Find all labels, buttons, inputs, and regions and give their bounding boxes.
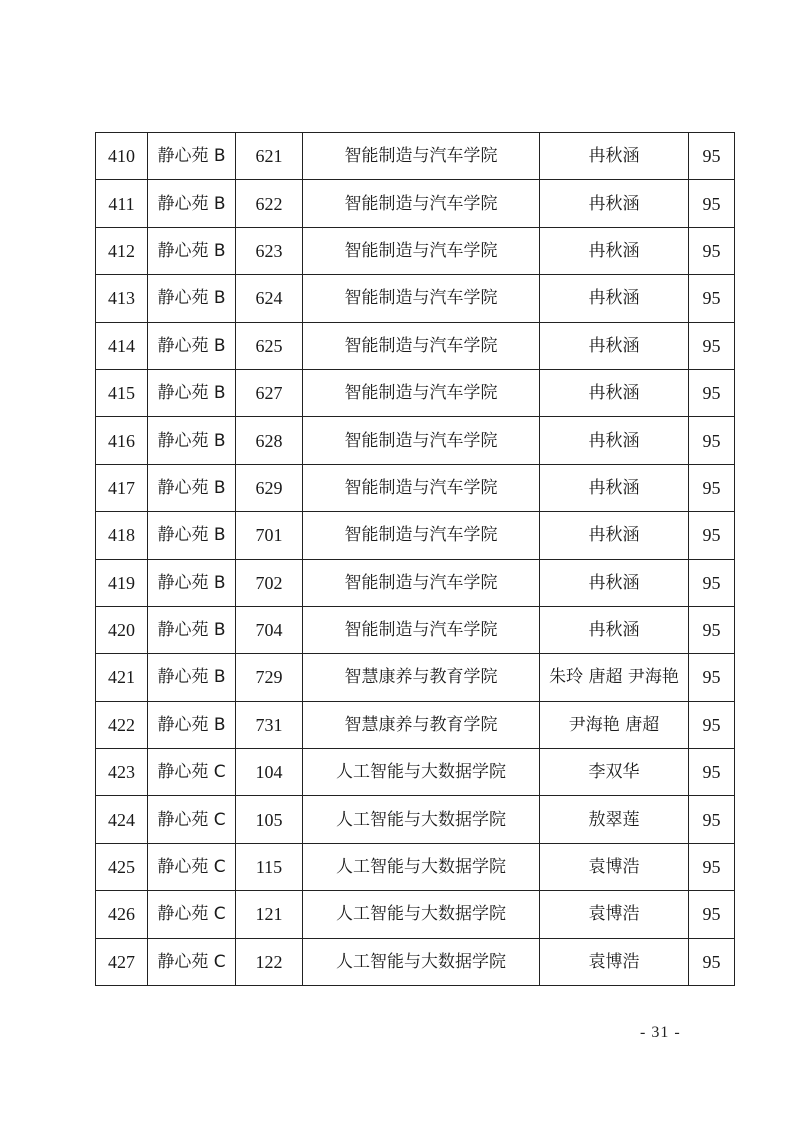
cell-building: 静心苑 B [148, 512, 236, 559]
cell-building: 静心苑 B [148, 275, 236, 322]
cell-college: 人工智能与大数据学院 [303, 749, 540, 796]
cell-college: 智慧康养与教育学院 [303, 654, 540, 701]
cell-college: 智能制造与汽车学院 [303, 559, 540, 606]
cell-room-number: 627 [236, 369, 303, 416]
table-row [96, 227, 735, 274]
cell-counselor: 袁博浩 [540, 843, 689, 890]
table-row [96, 275, 735, 322]
cell-building: 静心苑 B [148, 654, 236, 701]
table-row [96, 464, 735, 511]
cell-serial-number: 414 [96, 322, 148, 369]
cell-building: 静心苑 C [148, 891, 236, 938]
cell-room-number: 624 [236, 275, 303, 322]
cell-score: 95 [689, 180, 735, 227]
cell-score: 95 [689, 464, 735, 511]
cell-room-number: 115 [236, 843, 303, 890]
cell-score: 95 [689, 749, 735, 796]
cell-score: 95 [689, 133, 735, 180]
table-body [96, 133, 735, 986]
cell-building: 静心苑 C [148, 796, 236, 843]
cell-serial-number: 417 [96, 464, 148, 511]
cell-serial-number: 427 [96, 938, 148, 985]
cell-college: 智能制造与汽车学院 [303, 133, 540, 180]
cell-college: 智能制造与汽车学院 [303, 322, 540, 369]
cell-building: 静心苑 B [148, 559, 236, 606]
cell-college: 智能制造与汽车学院 [303, 606, 540, 653]
cell-serial-number: 413 [96, 275, 148, 322]
cell-serial-number: 426 [96, 891, 148, 938]
cell-counselor: 李双华 [540, 749, 689, 796]
cell-counselor: 尹海艳 唐超 [540, 701, 689, 748]
table-row [96, 322, 735, 369]
cell-serial-number: 412 [96, 227, 148, 274]
cell-counselor: 冉秋涵 [540, 369, 689, 416]
cell-counselor: 敖翠莲 [540, 796, 689, 843]
cell-building: 静心苑 B [148, 606, 236, 653]
cell-college: 智能制造与汽车学院 [303, 512, 540, 559]
cell-counselor: 冉秋涵 [540, 133, 689, 180]
cell-counselor: 冉秋涵 [540, 606, 689, 653]
cell-college: 智能制造与汽车学院 [303, 275, 540, 322]
cell-room-number: 625 [236, 322, 303, 369]
cell-score: 95 [689, 938, 735, 985]
cell-serial-number: 411 [96, 180, 148, 227]
cell-score: 95 [689, 891, 735, 938]
table-row [96, 749, 735, 796]
cell-serial-number: 415 [96, 369, 148, 416]
cell-counselor: 冉秋涵 [540, 180, 689, 227]
cell-room-number: 621 [236, 133, 303, 180]
cell-score: 95 [689, 559, 735, 606]
cell-score: 95 [689, 369, 735, 416]
cell-building: 静心苑 C [148, 938, 236, 985]
table-row [96, 701, 735, 748]
table-row [96, 606, 735, 653]
cell-room-number: 104 [236, 749, 303, 796]
cell-college: 智能制造与汽车学院 [303, 227, 540, 274]
table-row [96, 369, 735, 416]
table-row [96, 654, 735, 701]
cell-college: 智能制造与汽车学院 [303, 369, 540, 416]
cell-college: 智能制造与汽车学院 [303, 417, 540, 464]
cell-serial-number: 419 [96, 559, 148, 606]
table-row [96, 512, 735, 559]
cell-serial-number: 424 [96, 796, 148, 843]
cell-score: 95 [689, 796, 735, 843]
cell-counselor: 朱玲 唐超 尹海艳 [540, 654, 689, 701]
cell-room-number: 701 [236, 512, 303, 559]
cell-building: 静心苑 B [148, 227, 236, 274]
cell-building: 静心苑 B [148, 180, 236, 227]
cell-college: 智能制造与汽车学院 [303, 464, 540, 511]
cell-score: 95 [689, 606, 735, 653]
table-row [96, 417, 735, 464]
cell-score: 95 [689, 417, 735, 464]
cell-college: 人工智能与大数据学院 [303, 891, 540, 938]
cell-room-number: 122 [236, 938, 303, 985]
cell-serial-number: 425 [96, 843, 148, 890]
cell-serial-number: 423 [96, 749, 148, 796]
cell-room-number: 704 [236, 606, 303, 653]
cell-serial-number: 418 [96, 512, 148, 559]
cell-counselor: 袁博浩 [540, 938, 689, 985]
cell-score: 95 [689, 843, 735, 890]
table-row [96, 559, 735, 606]
cell-building: 静心苑 B [148, 133, 236, 180]
cell-serial-number: 416 [96, 417, 148, 464]
cell-room-number: 731 [236, 701, 303, 748]
cell-score: 95 [689, 654, 735, 701]
cell-college: 智慧康养与教育学院 [303, 701, 540, 748]
table-row [96, 938, 735, 985]
cell-counselor: 冉秋涵 [540, 464, 689, 511]
cell-college: 人工智能与大数据学院 [303, 843, 540, 890]
cell-score: 95 [689, 275, 735, 322]
cell-serial-number: 420 [96, 606, 148, 653]
cell-building: 静心苑 B [148, 369, 236, 416]
cell-building: 静心苑 B [148, 417, 236, 464]
cell-room-number: 702 [236, 559, 303, 606]
cell-room-number: 628 [236, 417, 303, 464]
cell-room-number: 729 [236, 654, 303, 701]
cell-college: 人工智能与大数据学院 [303, 796, 540, 843]
page-number: - 31 - [640, 1024, 681, 1041]
table-row [96, 180, 735, 227]
cell-building: 静心苑 B [148, 322, 236, 369]
cell-score: 95 [689, 322, 735, 369]
cell-score: 95 [689, 512, 735, 559]
table-row [96, 133, 735, 180]
cell-building: 静心苑 C [148, 843, 236, 890]
table-row [96, 843, 735, 890]
cell-room-number: 629 [236, 464, 303, 511]
cell-serial-number: 422 [96, 701, 148, 748]
table-row [96, 891, 735, 938]
cell-counselor: 袁博浩 [540, 891, 689, 938]
cell-score: 95 [689, 701, 735, 748]
cell-building: 静心苑 B [148, 701, 236, 748]
cell-counselor: 冉秋涵 [540, 227, 689, 274]
cell-room-number: 623 [236, 227, 303, 274]
cell-counselor: 冉秋涵 [540, 512, 689, 559]
cell-serial-number: 410 [96, 133, 148, 180]
cell-building: 静心苑 B [148, 464, 236, 511]
cell-room-number: 105 [236, 796, 303, 843]
cell-building: 静心苑 C [148, 749, 236, 796]
cell-serial-number: 421 [96, 654, 148, 701]
cell-room-number: 121 [236, 891, 303, 938]
table-row [96, 796, 735, 843]
dormitory-score-table [95, 132, 735, 986]
cell-score: 95 [689, 227, 735, 274]
cell-college: 智能制造与汽车学院 [303, 180, 540, 227]
cell-room-number: 622 [236, 180, 303, 227]
cell-counselor: 冉秋涵 [540, 275, 689, 322]
cell-college: 人工智能与大数据学院 [303, 938, 540, 985]
cell-counselor: 冉秋涵 [540, 417, 689, 464]
cell-counselor: 冉秋涵 [540, 322, 689, 369]
cell-counselor: 冉秋涵 [540, 559, 689, 606]
